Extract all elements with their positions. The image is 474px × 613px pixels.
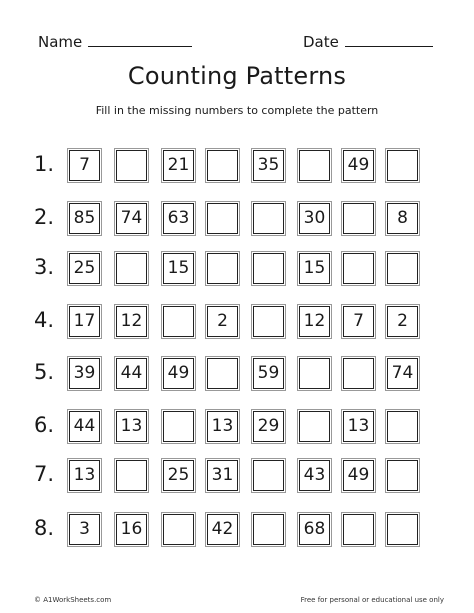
row-number: 8. xyxy=(34,516,55,540)
number-box: 3 xyxy=(69,514,100,545)
number-box: 17 xyxy=(69,306,100,337)
empty-answer-box[interactable] xyxy=(343,253,374,284)
empty-answer-box[interactable] xyxy=(207,150,238,181)
row-number: 6. xyxy=(34,413,55,437)
number-box: 42 xyxy=(207,514,238,545)
row-number: 1. xyxy=(34,152,55,176)
number-box: 31 xyxy=(207,460,238,491)
number-box: 39 xyxy=(69,358,100,389)
number-box: 15 xyxy=(163,253,194,284)
empty-answer-box[interactable] xyxy=(299,411,330,442)
number-box: 8 xyxy=(387,203,418,234)
empty-answer-box[interactable] xyxy=(163,514,194,545)
number-box: 30 xyxy=(299,203,330,234)
empty-answer-box[interactable] xyxy=(253,203,284,234)
number-box: 16 xyxy=(116,514,147,545)
empty-answer-box[interactable] xyxy=(299,358,330,389)
page-title: Counting Patterns xyxy=(127,62,347,90)
date-blank-line[interactable] xyxy=(345,32,433,47)
number-box: 13 xyxy=(116,411,147,442)
empty-answer-box[interactable] xyxy=(387,514,418,545)
number-box: 13 xyxy=(343,411,374,442)
number-box: 12 xyxy=(116,306,147,337)
number-box: 13 xyxy=(207,411,238,442)
empty-answer-box[interactable] xyxy=(387,150,418,181)
number-box: 12 xyxy=(299,306,330,337)
row-number: 2. xyxy=(34,205,55,229)
empty-answer-box[interactable] xyxy=(343,358,374,389)
empty-answer-box[interactable] xyxy=(116,460,147,491)
empty-answer-box[interactable] xyxy=(253,306,284,337)
number-box: 2 xyxy=(387,306,418,337)
number-box: 85 xyxy=(69,203,100,234)
number-box: 15 xyxy=(299,253,330,284)
empty-answer-box[interactable] xyxy=(116,150,147,181)
number-box: 44 xyxy=(116,358,147,389)
empty-answer-box[interactable] xyxy=(343,514,374,545)
number-box: 74 xyxy=(387,358,418,389)
empty-answer-box[interactable] xyxy=(116,253,147,284)
instructions: Fill in the missing numbers to complete the pattern xyxy=(95,104,379,117)
date-field xyxy=(303,32,433,51)
name-blank-line[interactable] xyxy=(88,32,192,47)
row-number: 5. xyxy=(34,360,55,384)
row-number: 7. xyxy=(34,462,55,486)
empty-answer-box[interactable] xyxy=(207,203,238,234)
number-box: 7 xyxy=(69,150,100,181)
name-field xyxy=(38,32,192,51)
number-box: 49 xyxy=(343,150,374,181)
name-label: Name xyxy=(38,33,83,51)
number-box: 49 xyxy=(163,358,194,389)
number-box: 29 xyxy=(253,411,284,442)
empty-answer-box[interactable] xyxy=(163,411,194,442)
number-box: 68 xyxy=(299,514,330,545)
number-box: 44 xyxy=(69,411,100,442)
empty-answer-box[interactable] xyxy=(163,306,194,337)
number-box: 35 xyxy=(253,150,284,181)
footer-usage-note: Free for personal or educational use only xyxy=(300,596,444,604)
empty-answer-box[interactable] xyxy=(387,411,418,442)
row-number: 3. xyxy=(34,255,55,279)
empty-answer-box[interactable] xyxy=(253,460,284,491)
number-box: 63 xyxy=(163,203,194,234)
number-box: 43 xyxy=(299,460,330,491)
number-box: 7 xyxy=(343,306,374,337)
number-box: 59 xyxy=(253,358,284,389)
empty-answer-box[interactable] xyxy=(387,460,418,491)
number-box: 13 xyxy=(69,460,100,491)
empty-answer-box[interactable] xyxy=(207,358,238,389)
empty-answer-box[interactable] xyxy=(253,253,284,284)
number-box: 74 xyxy=(116,203,147,234)
empty-answer-box[interactable] xyxy=(207,253,238,284)
number-box: 25 xyxy=(163,460,194,491)
empty-answer-box[interactable] xyxy=(387,253,418,284)
number-box: 2 xyxy=(207,306,238,337)
empty-answer-box[interactable] xyxy=(253,514,284,545)
footer-copyright: © A1WorkSheets.com xyxy=(34,596,112,604)
empty-answer-box[interactable] xyxy=(343,203,374,234)
number-box: 25 xyxy=(69,253,100,284)
row-number: 4. xyxy=(34,308,55,332)
empty-answer-box[interactable] xyxy=(299,150,330,181)
number-box: 49 xyxy=(343,460,374,491)
number-box: 21 xyxy=(163,150,194,181)
date-label: Date xyxy=(303,33,339,51)
